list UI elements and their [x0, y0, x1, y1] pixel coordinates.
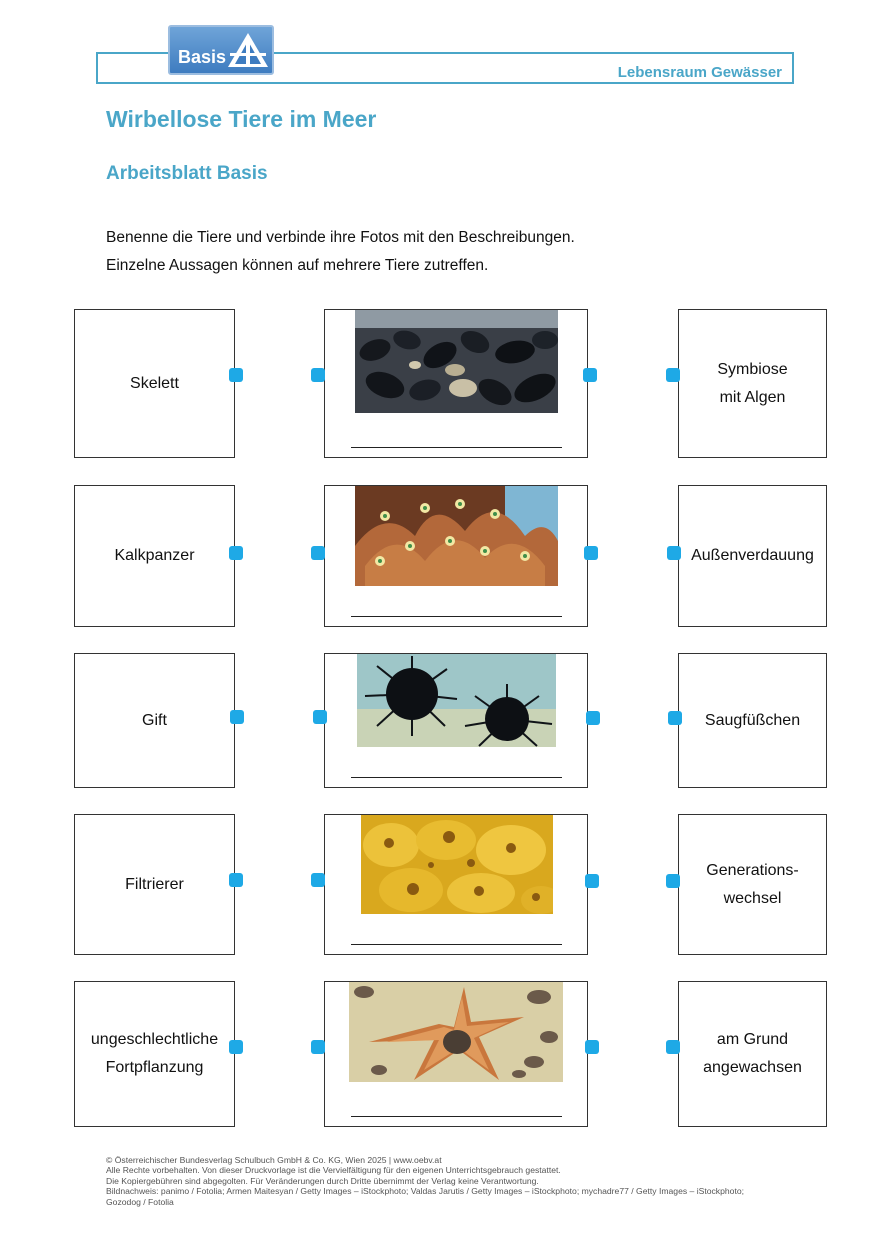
right-term-box[interactable] [678, 981, 827, 1127]
connector-dot[interactable] [667, 546, 681, 560]
term-text: ungeschlechtliche [90, 1031, 219, 1048]
connector-dot[interactable] [586, 711, 600, 725]
connector-dot[interactable] [229, 546, 243, 560]
term-text: Fortpflanzung [105, 1059, 204, 1076]
connector-dot[interactable] [585, 874, 599, 888]
connector-dot[interactable] [230, 710, 244, 724]
sea-urchins-photo [357, 654, 556, 747]
instruction-line: Einzelne Aussagen können auf mehrere Tiere zutreffen. [106, 257, 489, 274]
term-text: angewachsen [703, 1059, 802, 1076]
answer-line[interactable] [351, 616, 562, 617]
left-term-box[interactable] [74, 485, 235, 627]
connector-dot[interactable] [313, 710, 327, 724]
page-subtitle: Arbeitsblatt Basis [106, 163, 268, 184]
term-text: wechsel [723, 889, 782, 907]
connector-dot[interactable] [311, 546, 325, 560]
photo-card [324, 814, 588, 955]
sponge-photo [361, 815, 553, 914]
footer-line: Alle Rechte vorbehalten. Von dieser Druckvorlage ist die Vervielfältigung für den eigenen Unterrichtsgebrauch gestattet. [106, 1165, 561, 1176]
footer-line: Bildnachweis: panimo / Fotolia; Armen Maitesyan / Getty Images – iStockphoto; Valdas Jarutis / Getty Images – iStockphoto; mychadre77 / Getty Images – iStockphoto; [106, 1186, 744, 1197]
connector-dot[interactable] [585, 1040, 599, 1054]
term-text: Filtrierer [125, 875, 184, 893]
connector-dot[interactable] [229, 1040, 243, 1054]
term-text: am Grund [716, 1031, 789, 1048]
term-text: Außenverdauung [691, 547, 814, 564]
term-text: Saugfüßchen [704, 711, 801, 729]
term-text: Gift [142, 711, 167, 729]
term-text: Generations- [706, 861, 799, 879]
starfish-photo [349, 982, 563, 1082]
right-term-box[interactable] [678, 309, 827, 458]
connector-dot[interactable] [666, 874, 680, 888]
footer-line: Die Kopiergebühren sind abgegolten. Für Veränderungen durch Dritte übernimmt der Verlag keine Verantwortung. [106, 1175, 539, 1186]
photo-card [324, 309, 588, 458]
footer-line: © Österreichischer Bundesverlag Schulbuch GmbH & Co. KG, Wien 2025 | www.oebv.at [106, 1155, 442, 1165]
connector-dot[interactable] [584, 546, 598, 560]
left-term-box[interactable] [74, 309, 235, 458]
photo-card [324, 653, 588, 788]
photo-card [324, 981, 588, 1127]
term-text: Skelett [130, 374, 179, 392]
connector-dot[interactable] [229, 873, 243, 887]
connector-dot[interactable] [666, 368, 680, 382]
right-term-box[interactable] [678, 653, 827, 788]
page-title: Wirbellose Tiere im Meer [106, 106, 377, 132]
logo-text: Basis [178, 47, 227, 67]
answer-line[interactable] [351, 944, 562, 945]
mussels-photo [355, 310, 558, 413]
copyright-footer [106, 1155, 806, 1207]
term-text: mit Algen [719, 388, 786, 406]
answer-line[interactable] [351, 777, 562, 778]
connector-dot[interactable] [668, 711, 682, 725]
answer-line[interactable] [351, 447, 562, 448]
left-term-box[interactable] [74, 653, 235, 788]
answer-line[interactable] [351, 1116, 562, 1117]
triangle-logo-icon [226, 31, 270, 69]
connector-dot[interactable] [229, 368, 243, 382]
footer-line: Gozodog / Fotolia [106, 1196, 174, 1207]
coral-photo [355, 486, 558, 586]
connector-dot[interactable] [311, 873, 325, 887]
connector-dot[interactable] [311, 1040, 325, 1054]
section-title: Lebensraum Gewässer [617, 64, 782, 81]
term-text: Symbiose [717, 360, 788, 378]
connector-dot[interactable] [666, 1040, 680, 1054]
basis-logo [168, 25, 274, 75]
term-text: Kalkpanzer [114, 547, 195, 564]
connector-dot[interactable] [311, 368, 325, 382]
instruction-line: Benenne die Tiere und verbinde ihre Fotos mit den Beschreibungen. [106, 229, 575, 246]
left-term-box[interactable] [74, 981, 235, 1127]
left-term-box[interactable] [74, 814, 235, 955]
connector-dot[interactable] [583, 368, 597, 382]
right-term-box[interactable] [678, 485, 827, 627]
photo-card [324, 485, 588, 627]
right-term-box[interactable] [678, 814, 827, 955]
